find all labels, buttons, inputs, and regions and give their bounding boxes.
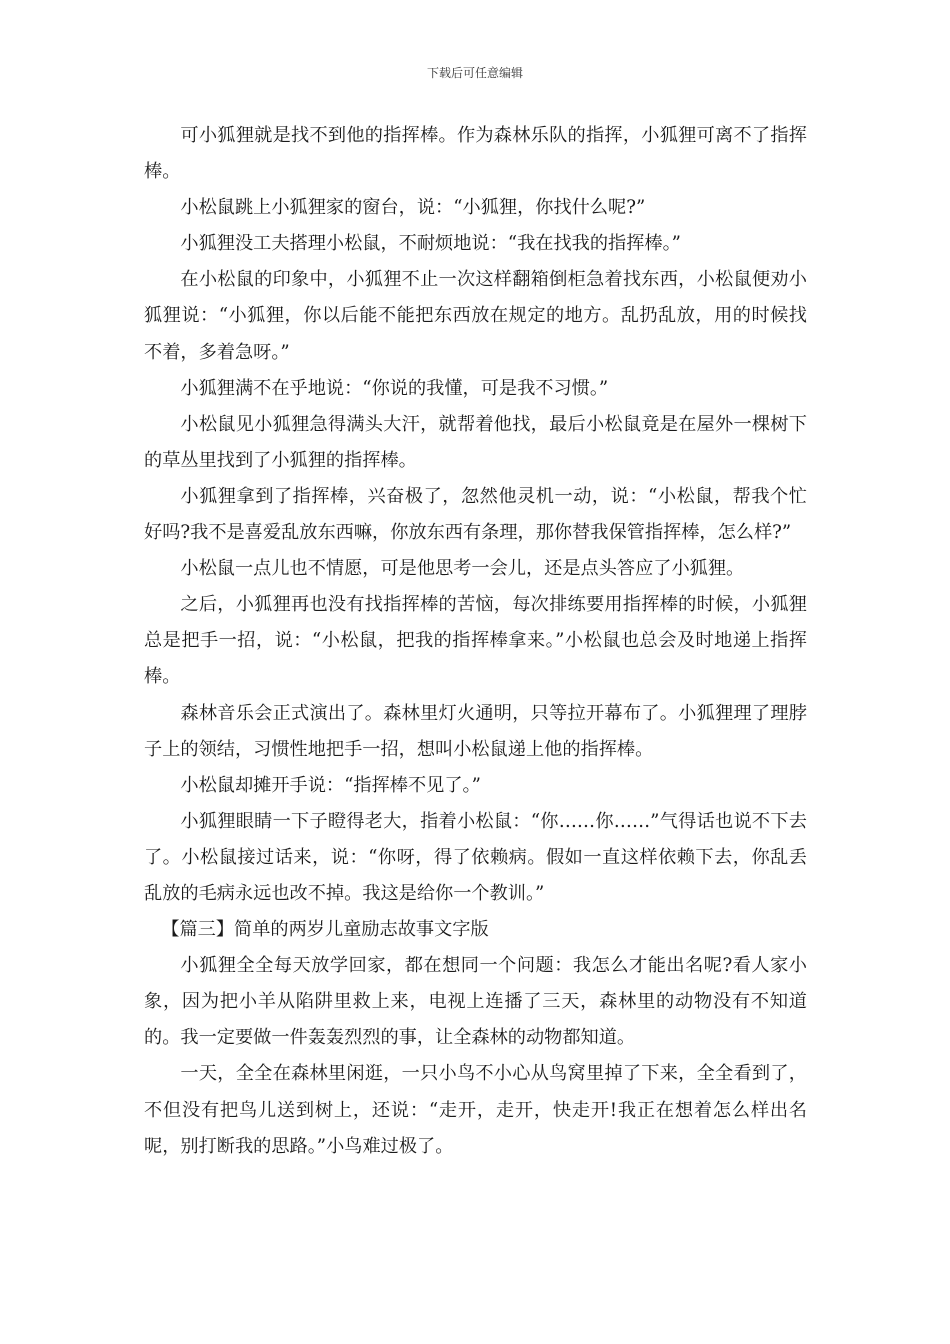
paragraph: 一天，全全在森林里闲逛，一只小鸟不小心从鸟窝里掉了下来，全全看到了，不但没有把鸟儿送到树上，还说：“走开，走开，快走开!我正在想着怎么样出名呢，别打断我的思路。”小鸟难过极了。 xyxy=(144,1063,807,1157)
paragraph: 小狐狸眼睛一下子瞪得老大，指着小松鼠：“你……你……”气得话也说不下去了。小松鼠接过话来，说：“你呀，得了依赖病。假如一直这样依赖下去，你乱丢乱放的毛病永远也改不掉。我这是给你一个教训。” xyxy=(144,810,807,904)
paragraph: 小松鼠见小狐狸急得满头大汗，就帮着他找，最后小松鼠竟是在屋外一棵树下的草丛里找到了小狐狸的指挥棒。 xyxy=(144,413,807,471)
paragraph: 在小松鼠的印象中，小狐狸不止一次这样翻箱倒柜急着找东西，小松鼠便劝小狐狸说：“小狐狸，你以后能不能把东西放在规定的地方。乱扔乱放，用的时候找不着，多着急呀。” xyxy=(144,269,807,363)
document-body xyxy=(144,118,807,1165)
paragraph: 之后，小狐狸再也没有找指挥棒的苦恼，每次排练要用指挥棒的时候，小狐狸总是把手一招，说：“小松鼠，把我的指挥棒拿来。”小松鼠也总会及时地递上指挥棒。 xyxy=(144,594,807,688)
paragraph: 小狐狸没工夫搭理小松鼠，不耐烦地说：“我在找我的指挥棒。” xyxy=(180,233,681,255)
paragraph: 小松鼠却摊开手说：“指挥棒不见了。” xyxy=(180,774,481,796)
paragraph: 小松鼠一点儿也不情愿，可是他思考一会儿，还是点头答应了小狐狸。 xyxy=(180,558,745,580)
paragraph: 可小狐狸就是找不到他的指挥棒。作为森林乐队的指挥，小狐狸可离不了指挥棒。 xyxy=(144,125,807,183)
paragraph: 小狐狸全全每天放学回家，都在想同一个问题：我怎么才能出名呢?看人家小象，因为把小羊从陷阱里救上来，电视上连播了三天，森林里的动物没有不知道的。我一定要做一件轰轰烈烈的事，让全森林的动物都知道。 xyxy=(144,955,807,1049)
paragraph: 小狐狸满不在乎地说：“你说的我懂，可是我不习惯。” xyxy=(180,377,609,399)
paragraph: 小松鼠跳上小狐狸家的窗台，说：“小狐狸，你找什么呢?” xyxy=(180,197,646,219)
paragraph: 森林音乐会正式演出了。森林里灯火通明，只等拉开幕布了。小狐狸理了理脖子上的领结，习惯性地把手一招，想叫小松鼠递上他的指挥棒。 xyxy=(144,702,807,760)
paragraph: 小狐狸拿到了指挥棒，兴奋极了，忽然他灵机一动，说：“小松鼠，帮我个忙好吗?我不是喜爱乱放东西嘛，你放东西有条理，那你替我保管指挥棒，怎么样?” xyxy=(144,485,807,544)
page-header: 下载后可任意编辑 xyxy=(426,66,523,80)
section-title: 【篇三】简单的两岁儿童励志故事文字版 xyxy=(161,919,489,941)
